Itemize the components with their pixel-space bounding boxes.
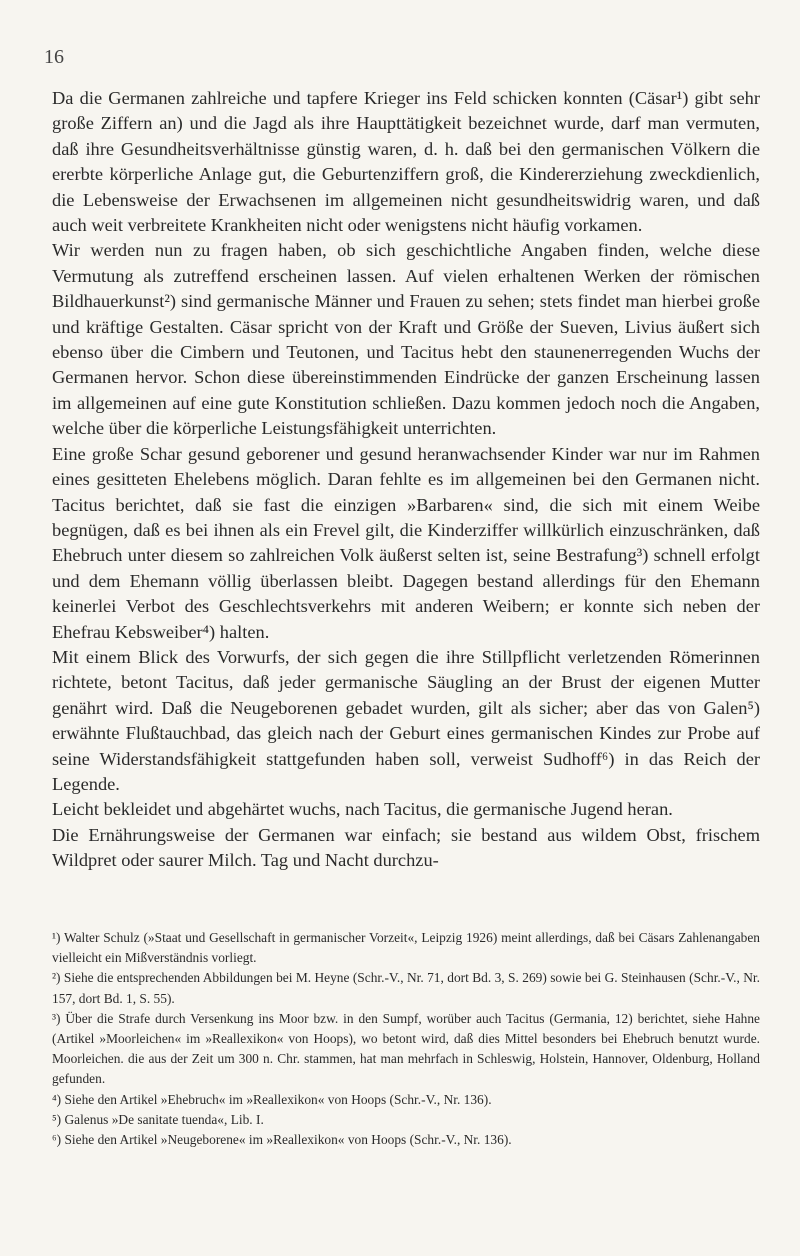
page-number: 16: [44, 46, 64, 68]
footnote: ²) Siehe die entsprechenden Abbildungen bei M. Heyne (Schr.-V., Nr. 71, dort Bd. 3, S. 269) sowie bei G. Steinhausen (Schr.-V., Nr. 157, dort Bd. 1, S. 55).: [52, 970, 760, 1006]
footnote: ³) Über die Strafe durch Versenkung ins Moor bzw. in den Sumpf, worüber auch Tacitus (Germania, 12) berichtet, siehe Hahne (Artikel »Moorleichen« im »Reallexikon« von Hoops), wo betont wird, daß dies Mittel besonders bei Ehebruch benutzt wurde. Moorleichen. die aus der Zeit um 300 n. Chr. stammen, hat man mehrfach in Schleswig, Holstein, Hannover, Oldenburg, Holland gefunden.: [52, 1010, 760, 1087]
footnote: ⁴) Siehe den Artikel »Ehebruch« im »Reallexikon« von Hoops (Schr.-V., Nr. 136).: [52, 1091, 492, 1107]
footnote: ⁵) Galenus »De sanitate tuenda«, Lib. I.: [52, 1111, 264, 1127]
footnote: ¹) Walter Schulz (»Staat und Gesellschaft in germanischer Vorzeit«, Leipzig 1926) meint allerdings, daß bei Cäsars Zahlenangaben vielleicht ein Mißverständnis vorliegt.: [52, 930, 760, 966]
paragraph: Da die Germanen zahlreiche und tapfere Krieger ins Feld schicken konnten (Cäsar¹) gibt sehr große Ziffern an) und die Jagd als ihre Haupttätigkeit bezeichnet wurde, darf man vermuten, daß ihre Gesundheitsverhältnisse günstig waren, d. h. daß bei den germanischen Völkern die ererbte körperliche Anlage gut, die Geburtenziffern groß, die Kindererziehung zweckdienlich, die Lebensweise der Erwachsenen im allgemeinen nicht gesundheitswidrig waren, und daß auch weit verbreitete Krankheiten nicht oder wenigstens nicht häufig vorkamen.: [52, 88, 760, 236]
paragraph: Die Ernährungsweise der Germanen war einfach; sie bestand aus wildem Obst, frischem Wildpret oder saurer Milch. Tag und Nacht durchzu-: [52, 824, 760, 871]
body-text: [52, 86, 760, 874]
footnote: ⁶) Siehe den Artikel »Neugeborene« im »Reallexikon« von Hoops (Schr.-V., Nr. 136).: [52, 1132, 512, 1148]
paragraph: Leicht bekleidet und abgehärtet wuchs, nach Tacitus, die germanische Jugend heran.: [52, 799, 673, 820]
footnotes: [52, 928, 760, 1150]
paragraph: Mit einem Blick des Vorwurfs, der sich gegen die ihre Stillpflicht verletzenden Römerinnen richtete, betont Tacitus, daß jeder germanische Säugling an der Brust der eigenen Mutter genährt wird. Daß die Neugeborenen gebadet wurden, gilt als sicher; aber das von Galen⁵) erwähnte Flußtauchbad, das gleich nach der Geburt eines germanischen Kindes zur Probe auf seine Widerstandsfähigkeit stattgefunden haben soll, verweist Sudhoff⁶) in das Reich der Legende.: [52, 646, 760, 794]
paragraph: Wir werden nun zu fragen haben, ob sich geschichtliche Angaben finden, welche diese Vermutung als zutreffend erscheinen lassen. Auf vielen erhaltenen Werken der römischen Bildhauerkunst²) sind germanische Männer und Frauen zu sehen; stets findet man hierbei große und kräftige Gestalten. Cäsar spricht von der Kraft und Größe der Sueven, Livius äußert sich ebenso über die Cimbern und Teutonen, und Tacitus hebt den staunenerregenden Wuchs der Germanen hervor. Schon diese übereinstimmenden Eindrücke der ganzen Erscheinung lassen im allgemeinen auf eine gute Konstitution schließen. Dazu kommen jedoch noch die Angaben, welche über die körperliche Leistungsfähigkeit unterrichten.: [52, 240, 760, 439]
paragraph: Eine große Schar gesund geborener und gesund heranwachsender Kinder war nur im Rahmen eines gesitteten Ehelebens möglich. Daran fehlte es im allgemeinen bei den Germanen nicht. Tacitus berichtet, daß sie fast die einzigen »Barbaren« sind, die sich mit einem Weibe begnügen, daß es bei ihnen als ein Frevel gilt, die Kinderziffer willkürlich einzuschränken, daß Ehebruch unter diesem so zahlreichen Volk äußerst selten ist, seine Bestrafung³) schnell erfolgt und dem Ehemann völlig überlassen bleibt. Dagegen bestand allerdings für den Ehemann keinerlei Verbot des Geschlechtsverkehrs mit anderen Weibern; er konnte sich neben der Ehefrau Kebsweiber⁴) halten.: [52, 443, 760, 642]
